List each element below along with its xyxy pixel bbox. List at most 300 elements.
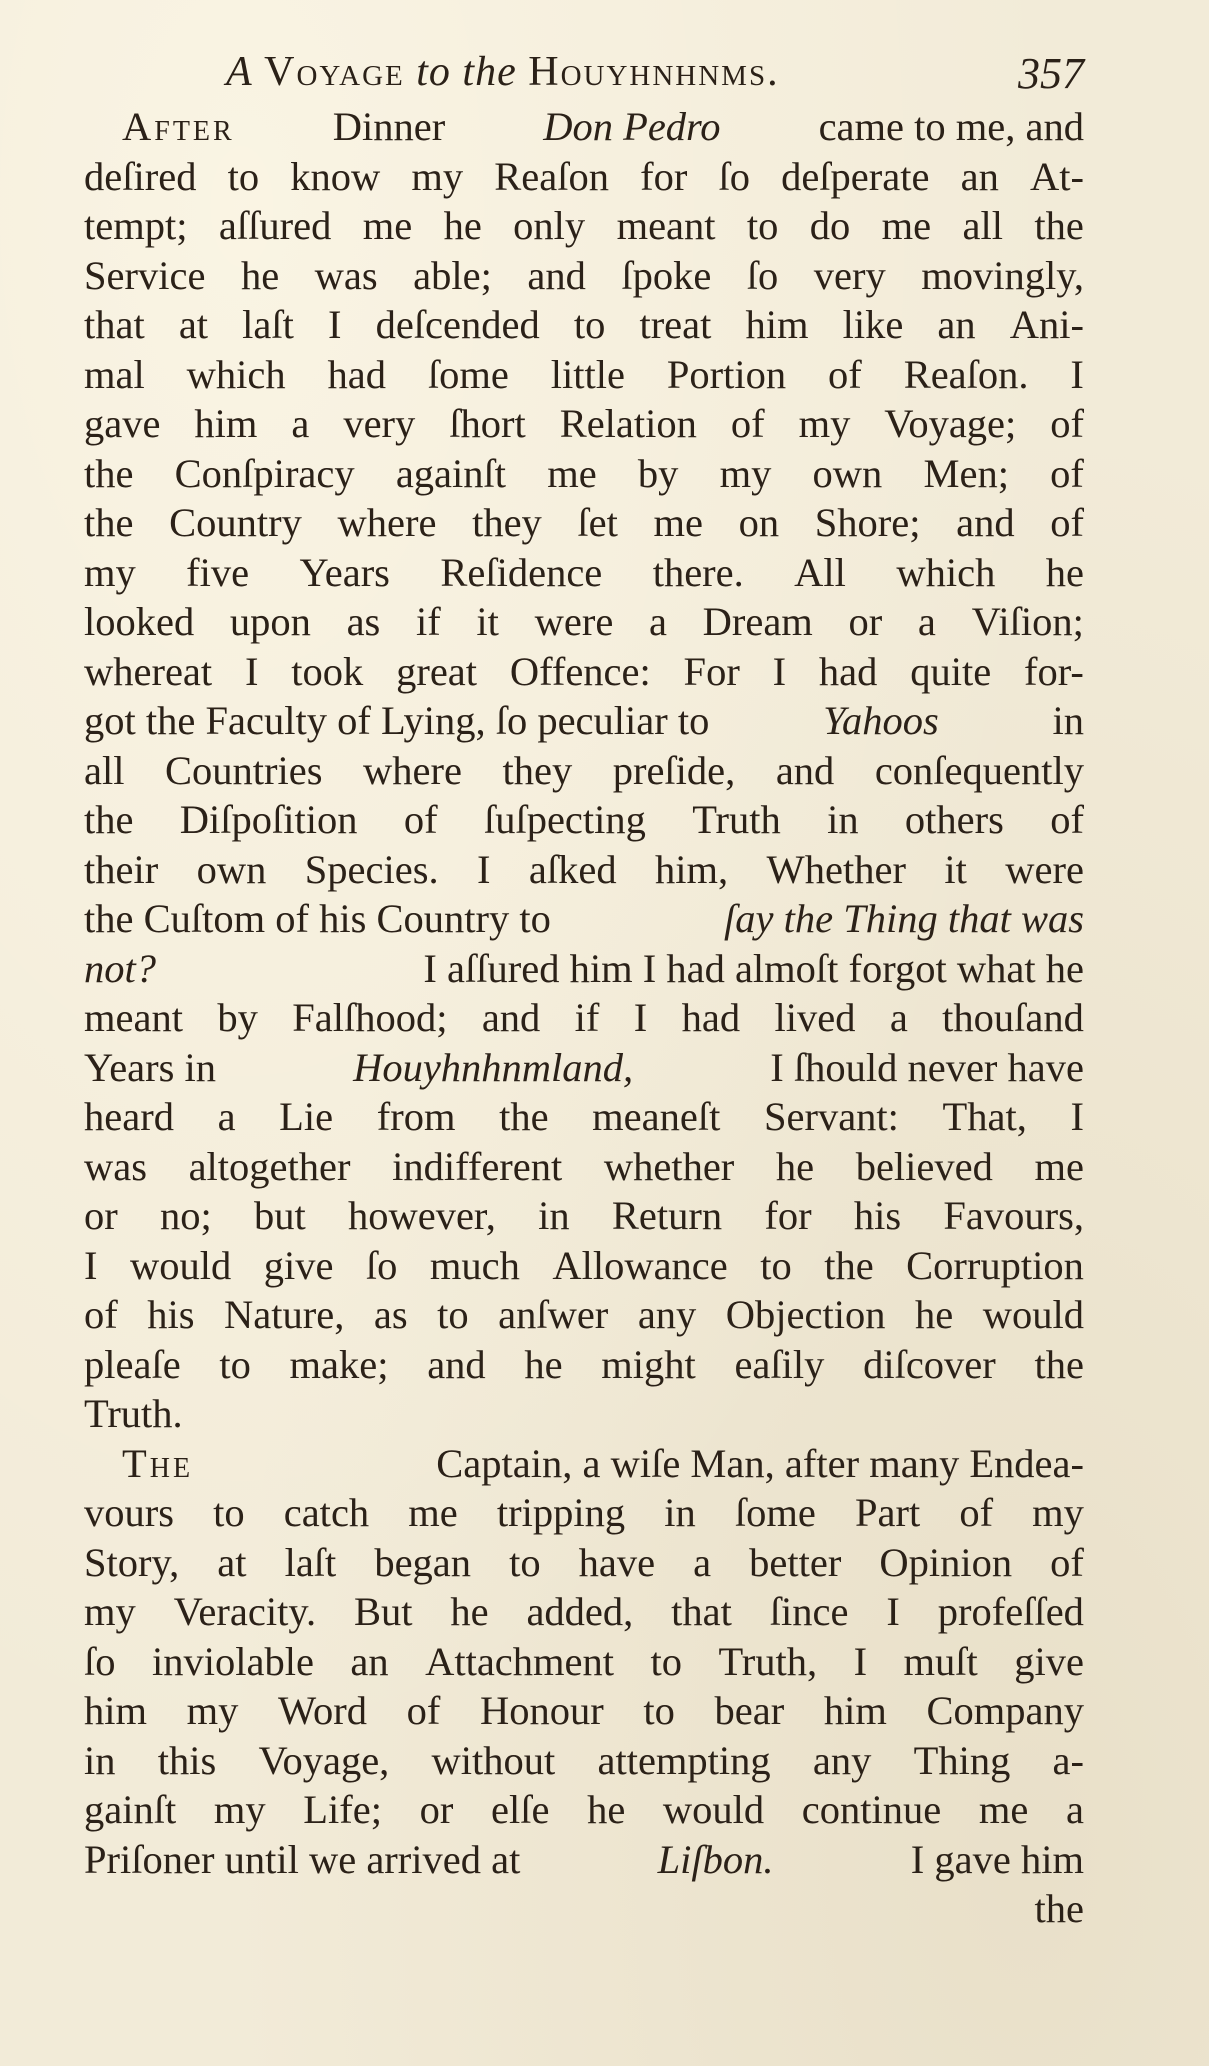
word: had — [681, 995, 741, 1040]
page-header — [84, 42, 1084, 102]
word: and — [481, 995, 541, 1040]
text-line — [84, 498, 1084, 548]
word: by — [637, 450, 679, 496]
word: and — [956, 500, 1015, 545]
word: the — [84, 450, 134, 496]
word: ſpoke — [621, 252, 712, 298]
text-line — [84, 1241, 1084, 1291]
text-line — [84, 696, 1084, 746]
word: great — [396, 648, 478, 694]
word: a — [1066, 1787, 1084, 1832]
word: deſcended — [375, 302, 540, 347]
word: Whether — [766, 846, 906, 892]
word: to — [219, 1341, 251, 1387]
word: as — [346, 599, 381, 644]
word: believed — [855, 1143, 993, 1189]
word: Viſion; — [971, 599, 1084, 644]
word: any — [637, 1292, 697, 1337]
text-line — [84, 1488, 1084, 1538]
word: I — [476, 846, 491, 892]
text-line — [84, 1092, 1084, 1142]
word: he — [524, 1341, 563, 1387]
word: of — [1050, 401, 1084, 446]
word: in — [538, 1193, 570, 1238]
text-fragment: came to me, and — [818, 104, 1084, 149]
word: their — [84, 846, 159, 892]
word: muſt — [903, 1638, 978, 1684]
word: on — [738, 500, 780, 545]
word: there. — [652, 549, 744, 595]
word: Diſpoſition — [179, 797, 358, 842]
word: or — [848, 599, 883, 644]
word: Truth — [692, 797, 781, 842]
word: he — [775, 1143, 815, 1189]
word: treat — [639, 302, 712, 347]
text-line — [84, 102, 1084, 152]
word: Falſhood; — [292, 995, 448, 1040]
word: Portion — [666, 351, 787, 397]
text-line — [84, 1835, 1084, 1885]
word: the — [84, 797, 134, 842]
word: But — [353, 1589, 413, 1634]
word: diſcover — [863, 1341, 996, 1387]
word: him — [194, 401, 258, 446]
word: this — [157, 1737, 217, 1783]
word: as — [373, 1292, 408, 1337]
word: I — [327, 302, 342, 347]
word: me — [1034, 1143, 1084, 1189]
word: a — [217, 1094, 236, 1139]
word: he — [915, 1292, 954, 1337]
word: if — [416, 599, 441, 644]
text-line — [84, 1290, 1084, 1340]
word: Countries — [165, 747, 323, 793]
word: if — [574, 995, 600, 1040]
word: my — [719, 450, 772, 496]
word: an — [937, 302, 976, 347]
word: in — [664, 1490, 696, 1535]
italic-name: Houyhnhnmland, — [353, 1044, 634, 1090]
word: have — [578, 1539, 656, 1585]
word: were — [534, 599, 614, 644]
text-line — [84, 993, 1084, 1043]
word: the — [1034, 1341, 1084, 1387]
word: Voyage, — [258, 1737, 390, 1783]
word: a — [693, 1539, 712, 1585]
word: give — [1014, 1638, 1084, 1684]
word: tempt; — [84, 203, 188, 248]
word: inviolable — [151, 1638, 314, 1684]
word: me — [547, 450, 597, 496]
word: Relation — [559, 401, 697, 446]
word: of — [959, 1490, 994, 1535]
word: gave — [84, 401, 161, 446]
text-line — [84, 300, 1084, 350]
text-line — [84, 1736, 1084, 1786]
word: my — [84, 549, 136, 595]
word: attempting — [597, 1737, 771, 1783]
word: at — [178, 302, 209, 347]
word: the — [824, 1242, 874, 1288]
text-line — [84, 845, 1084, 895]
word: aſked — [528, 846, 617, 892]
word: thouſand — [942, 995, 1084, 1040]
word: able; — [413, 252, 492, 298]
word: I — [772, 648, 787, 694]
word: a — [291, 401, 310, 446]
word: to — [437, 1292, 469, 1337]
word: his — [853, 1193, 902, 1238]
word: ſet — [577, 500, 618, 545]
word: he — [587, 1787, 626, 1832]
word: where — [337, 500, 437, 545]
drop-word: The — [122, 1440, 194, 1486]
body-text — [84, 102, 1084, 1934]
italic-phrase: ſay the Thing that was — [723, 896, 1084, 941]
word: of — [1050, 500, 1084, 545]
word: gainſt — [84, 1787, 177, 1832]
text-line — [84, 1439, 1084, 1489]
word: others — [904, 797, 1004, 842]
word: which — [186, 351, 286, 397]
word: had — [327, 351, 386, 397]
word: preſide, — [612, 747, 736, 793]
word: own — [812, 450, 883, 496]
running-head — [226, 42, 780, 102]
word: I — [633, 995, 648, 1040]
word: they — [502, 747, 573, 793]
word: upon — [229, 599, 311, 644]
word: ſo — [718, 153, 750, 199]
word: mal — [84, 351, 145, 397]
word: might — [601, 1341, 696, 1387]
text-line — [84, 1142, 1084, 1192]
word: would — [662, 1787, 765, 1832]
word: a — [917, 599, 936, 644]
word: a- — [1052, 1737, 1084, 1783]
word: ſince — [769, 1589, 849, 1634]
word: very — [343, 401, 416, 446]
text-line — [84, 548, 1084, 598]
text-fragment: I aſſured him I had almoſt forgot what he — [423, 945, 1084, 991]
word: my — [186, 1688, 239, 1733]
word: eaſily — [734, 1341, 825, 1387]
word: ſome — [427, 351, 509, 397]
word: Lie — [279, 1094, 334, 1139]
word: in — [84, 1737, 116, 1783]
text-line — [84, 597, 1084, 647]
text-line — [84, 647, 1084, 697]
word: Country — [169, 500, 302, 545]
word: my — [84, 1589, 136, 1634]
word: no; — [159, 1193, 212, 1238]
word: Favours, — [943, 1193, 1084, 1238]
word: better — [749, 1539, 842, 1585]
word: me — [408, 1490, 458, 1535]
word: Reſidence — [440, 549, 603, 595]
word: Dream — [702, 599, 813, 644]
text-line — [84, 1340, 1084, 1390]
word: make; — [289, 1341, 389, 1387]
word: aſſured — [218, 203, 332, 248]
word: began — [374, 1539, 472, 1585]
catchword: the — [1034, 1886, 1084, 1931]
text-fragment: Captain, a wiſe Man, after many Endea- — [436, 1440, 1084, 1486]
word: in — [827, 797, 859, 842]
word: Reaſon. — [903, 351, 1029, 397]
text-line — [84, 449, 1084, 499]
word: bear — [714, 1688, 785, 1733]
word: do — [809, 203, 851, 248]
word: anſwer — [498, 1292, 609, 1337]
word: took — [291, 648, 364, 694]
word: at — [217, 1539, 247, 1585]
word: had — [818, 648, 878, 694]
word: catch — [283, 1490, 370, 1535]
text-line — [84, 399, 1084, 449]
word: my — [213, 1787, 266, 1832]
word: to — [760, 1242, 792, 1288]
word: his — [147, 1292, 195, 1337]
text-fragment: Years in — [84, 1044, 217, 1090]
word: and — [775, 747, 835, 793]
word: or — [84, 1193, 118, 1238]
word: that — [84, 302, 145, 347]
word: Service — [84, 252, 206, 298]
word: that — [671, 1589, 732, 1634]
word: for — [640, 153, 688, 199]
word: I — [853, 1638, 868, 1684]
word: he — [240, 252, 280, 298]
word: heard — [84, 1094, 174, 1139]
text-fragment: got the Faculty of Lying, ſo peculiar to — [84, 698, 710, 743]
word: I — [886, 1589, 900, 1634]
word: Veracity. — [173, 1589, 317, 1634]
word: to — [746, 203, 779, 248]
word: a — [889, 995, 908, 1040]
word: laſt — [284, 1539, 337, 1585]
word: by — [217, 995, 258, 1040]
word: Opinion — [879, 1539, 1013, 1585]
text-fragment: the Cuſtom of his Country to — [84, 896, 551, 941]
word: me — [881, 203, 932, 248]
word: to — [643, 1688, 675, 1733]
word: movingly, — [921, 252, 1084, 298]
word: profeſſed — [937, 1589, 1084, 1634]
text-fragment: Priſoner until we arrived at — [84, 1836, 521, 1882]
word: they — [472, 500, 542, 545]
word: of — [1050, 1539, 1084, 1585]
word: laſt — [242, 302, 294, 347]
word: of — [828, 351, 862, 397]
word: without — [431, 1737, 556, 1783]
word: Ani- — [1009, 302, 1084, 347]
word: looked — [84, 599, 195, 644]
text-line — [84, 894, 1084, 944]
text-line — [84, 795, 1084, 845]
text-line — [84, 1686, 1084, 1736]
text-line — [84, 201, 1084, 251]
word: Servant: — [763, 1094, 899, 1139]
word: to — [213, 1490, 245, 1535]
word: Years — [299, 549, 390, 595]
word: it — [476, 599, 499, 644]
italic-name: Liſbon. — [657, 1836, 774, 1882]
word: he — [450, 1589, 489, 1634]
word: I — [1070, 1094, 1084, 1139]
word: would — [129, 1242, 232, 1288]
text-line — [84, 746, 1084, 796]
word: know — [290, 153, 381, 199]
word: and — [427, 1341, 486, 1387]
word: deſperate — [781, 153, 930, 199]
word: I — [1070, 351, 1084, 397]
word: againſt — [395, 450, 507, 496]
word: Word — [278, 1688, 368, 1733]
word: pleaſe — [84, 1341, 181, 1387]
word: Objection — [725, 1292, 886, 1337]
word: lived — [774, 995, 856, 1040]
running-head-voyage: Voyage — [264, 49, 405, 95]
word: would — [982, 1292, 1084, 1337]
word: Voyage; — [884, 401, 1017, 446]
word: of — [84, 1292, 118, 1337]
word: like — [842, 302, 904, 347]
italic-name: Yahoos — [823, 698, 939, 743]
word: very — [813, 252, 886, 298]
word: ſo — [746, 252, 779, 298]
word: whereat — [84, 648, 213, 694]
word: my — [1032, 1490, 1084, 1535]
word: and — [527, 252, 586, 298]
word: indifferent — [392, 1143, 563, 1189]
word: to — [650, 1638, 682, 1684]
drop-word: After — [122, 104, 235, 149]
word: Truth, — [718, 1638, 818, 1684]
word: ſo — [365, 1242, 398, 1288]
word: Shore; — [814, 500, 921, 545]
word: any — [812, 1737, 872, 1783]
word: meant — [84, 995, 183, 1040]
word: much — [429, 1242, 520, 1288]
word: Allowance — [552, 1242, 728, 1288]
word: only — [513, 203, 586, 248]
word: he — [1045, 549, 1084, 595]
word: Story, — [84, 1539, 180, 1585]
word: me — [362, 203, 413, 248]
word: Part — [854, 1490, 921, 1535]
word: Corruption — [906, 1242, 1084, 1288]
word: Company — [926, 1688, 1084, 1733]
text-line — [84, 1191, 1084, 1241]
word: ſo — [84, 1638, 116, 1684]
word: I — [84, 1242, 98, 1288]
word: I — [244, 648, 259, 694]
word: deſired — [84, 153, 197, 199]
word: me — [653, 500, 704, 545]
running-head-houyhnhnms: Houyhnhnms. — [528, 49, 780, 95]
text-line — [84, 1785, 1084, 1835]
word: Attachment — [425, 1638, 615, 1684]
word: meaneſt — [592, 1094, 721, 1139]
word: elſe — [490, 1787, 550, 1832]
word: where — [363, 747, 462, 793]
word: the — [499, 1094, 549, 1139]
word: of — [1050, 797, 1084, 842]
text-fragment: I gave him — [910, 1836, 1084, 1882]
word: vours — [84, 1490, 174, 1535]
text-line — [84, 944, 1084, 994]
word: it — [944, 846, 967, 892]
word: him — [745, 302, 809, 347]
word: for- — [1023, 648, 1084, 694]
word: to — [573, 302, 606, 347]
word: ſuſpecting — [483, 797, 646, 842]
word: him — [823, 1688, 887, 1733]
word: Species. — [304, 846, 439, 892]
word: the — [1034, 203, 1084, 248]
word: conſequently — [874, 747, 1084, 793]
word: That, — [942, 1094, 1027, 1139]
running-head-to-the: to the — [416, 49, 517, 95]
page-number: 357 — [1018, 49, 1084, 98]
word: tripping — [496, 1490, 626, 1535]
word: a — [648, 599, 667, 644]
word: little — [550, 351, 625, 397]
word: ſhort — [449, 401, 526, 446]
italic-phrase: not? — [84, 945, 157, 991]
text-line — [84, 350, 1084, 400]
text-fragment: I ſhould never have — [770, 1044, 1084, 1090]
word: my — [411, 153, 464, 199]
word: all — [962, 203, 1004, 248]
word: Offence: — [509, 648, 651, 694]
word: but — [253, 1193, 306, 1238]
word: meant — [616, 203, 716, 248]
word: an — [960, 153, 999, 199]
word: altogether — [188, 1143, 351, 1189]
word: of — [1050, 450, 1084, 496]
word: or — [419, 1787, 454, 1832]
text-line — [84, 1587, 1084, 1637]
word: At- — [1029, 153, 1084, 199]
word: from — [376, 1094, 456, 1139]
word: to — [509, 1539, 541, 1585]
word: own — [196, 846, 267, 892]
word: however, — [347, 1193, 496, 1238]
word: Nature, — [224, 1292, 345, 1337]
text-line: Truth. — [84, 1391, 183, 1436]
word: he — [443, 203, 482, 248]
word: whether — [603, 1143, 735, 1189]
word: an — [350, 1638, 389, 1684]
text-line — [84, 1637, 1084, 1687]
word: added, — [526, 1589, 634, 1634]
word: were — [1005, 846, 1084, 892]
word: Reaſon — [494, 153, 609, 199]
word: Honour — [480, 1688, 604, 1733]
text-line — [84, 251, 1084, 301]
word: him, — [654, 846, 729, 892]
word: Men; — [923, 450, 1009, 496]
word: continue — [801, 1787, 942, 1832]
word: Conſpiracy — [174, 450, 355, 496]
italic-name: Don Pedro — [543, 104, 721, 149]
word: five — [186, 549, 250, 595]
word: of — [730, 401, 765, 446]
word: for — [764, 1193, 812, 1238]
running-head-article: A — [226, 49, 253, 95]
